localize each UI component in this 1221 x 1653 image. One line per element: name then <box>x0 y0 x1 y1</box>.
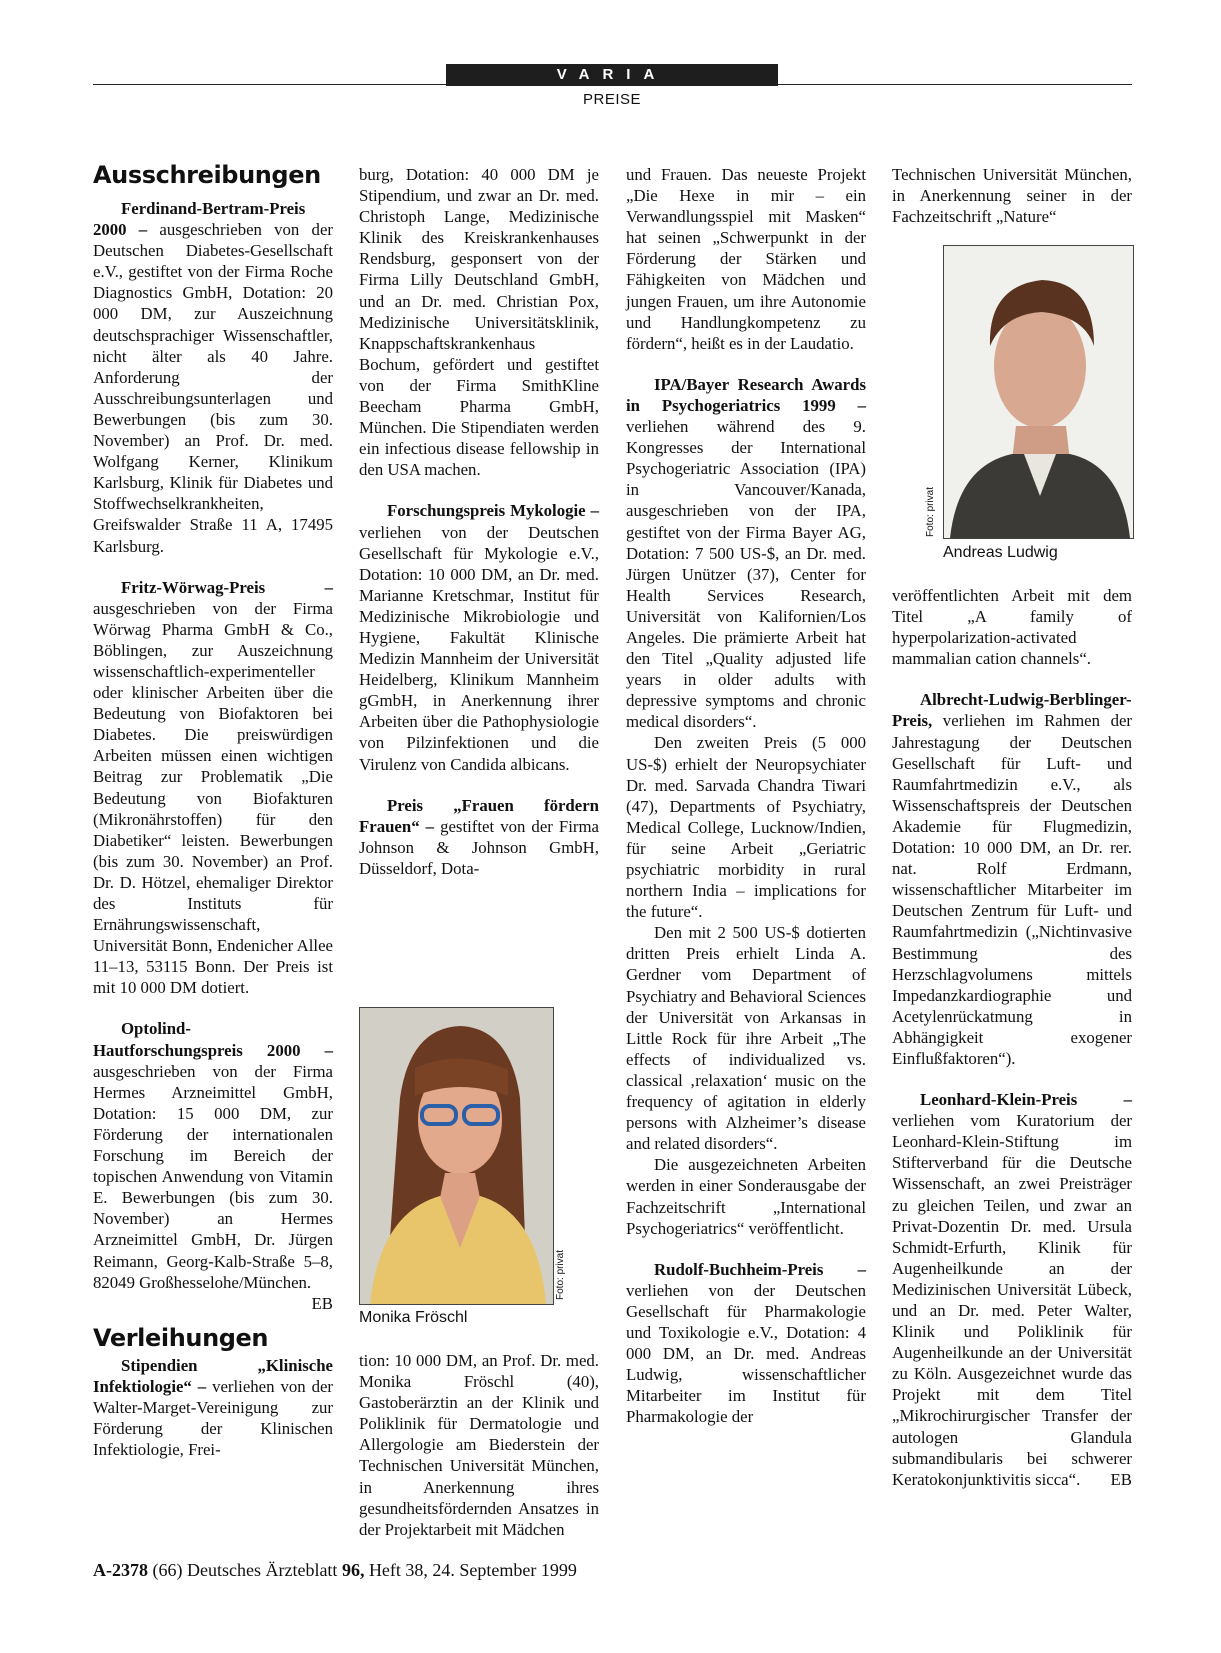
page-number: A-2378 <box>93 1560 148 1580</box>
paragraph-dritter-preis: Den mit 2 500 US-$ dotierten dritten Preis erhielt Linda A. Gerdner vom Department of Psychiatry and Behavioral Sciences der Universität von Arkansas in Little Rock für ihre Arbeit „The effects of individualized vs. classical ‚relaxation‘ music on the frequency of agitation in elderly persons with Alzheimer’s disease and related disorders“. <box>626 923 866 1154</box>
photo-credit: Foto: privat <box>555 1249 566 1300</box>
paragraph-ipa-bayer <box>626 374 866 733</box>
column-4-bottom <box>892 585 1132 1490</box>
paragraph-sonderausgabe: Die ausgezeichneten Arbeiten werden in einer Sonderausgabe der Fachzeitschrift „International Psychogeriatrics“ veröffentlicht. <box>626 1155 866 1238</box>
author-initials: EB <box>1110 1469 1132 1489</box>
prize-name: Optolind-Hautforschungspreis 2000 – <box>93 1019 333 1060</box>
issue-date: Heft 38, 24. September 1999 <box>364 1560 577 1580</box>
section-band: VARIA <box>446 64 778 86</box>
paragraph-mykologie <box>359 500 599 774</box>
paragraph-text: verliehen während des 9. Kongresses der International Psychogeriatric Association (IPA) in Vancouver/Kanada, ausgeschrieben von der IPA, gestiftet von der Firma Bayer AG, Dotation: 7 500 US-$, an Dr. med. Jürgen Unützer (37), Center for Health Services Research, Universität von Kalifornien/Los Angeles. Die prämierte Arbeit hat den Titel „Quality adjusted life years in older adults with depressive symptoms and chronic medical disorders“. <box>626 417 866 732</box>
paragraph-optolind <box>93 1018 333 1313</box>
prize-name: Forschungspreis Mykologie – <box>387 501 599 521</box>
paragraph-stipendien-cont: burg, Dotation: 40 000 DM je Stipendium, und zwar an Dr. med. Christoph Lange, Medizinische Klinik des Kreiskrankenhauses Rendsburg, gesponsert von der Firma Lilly Deutschland GmbH, und an Dr. med. Christian Pox, Medizinische Universitätsklinik, Knappschaftskrankenhaus Bochum, gefördert und gestiftet von der Firma SmithKline Beecham Pharma GmbH, München. Die Stipendiaten werden ein infectious disease fellowship in den USA machen. <box>359 165 599 480</box>
page-footer <box>93 1560 577 1581</box>
paragraph-froeschl: tion: 10 000 DM, an Prof. Dr. med. Monika Fröschl (40), Gastoberärztin an der Klinik und Poliklinik für Dermatologie und Allergologie am Biederstein der Technischen Universität München, in Anerkennung ihres gesundheitsfördernden Ansatzes in der Projektarbeit mit Mädchen <box>359 1351 599 1539</box>
prize-name: Leonhard-Klein-Preis – <box>920 1090 1132 1110</box>
journal-name: (66) Deutsches Ärzteblatt <box>152 1560 342 1580</box>
photo-credit: Foto: privat <box>925 486 936 537</box>
paragraph-text: ausgeschrieben von der Deutschen Diabetes-Gesellschaft e.V., gestiftet von der Firma Roche Diagnostics GmbH, Dotation: 20 000 DM, zur Auszeichnung deutschsprachiger Wissenschaftler, nicht älter als 40 Jahre. Anforderung der Ausschreibungsunterlagen und Bewerbungen (bis zum 30. November) an Prof. Dr. med. Wolfgang Kerner, Klinikum Karlsburg, Klinik für Diabetes und Stoffwechselkrankheiten, Greifswalder Straße 11 A, 17495 Karlsburg. <box>93 220 333 556</box>
photo-andreas-ludwig <box>943 245 1134 539</box>
paragraph-text: verliehen von der Deutschen Gesellschaft für Mykologie e.V., Dotation: 10 000 DM, an Dr. med. Marianne Kretschmar, Institut für Medizinische Mikrobiologie und Hygiene, Fakultät Klinische Medizin Mannheim der Universität Heidelberg, Klinikum Mannheim gGmbH, in Anerkennung ihrer Arbeiten über die Pathophysiologie von Pilzinfektionen und die Virulenz von Candida albicans. <box>359 522 599 774</box>
photo-caption: Andreas Ludwig <box>943 544 1058 561</box>
photo-monika-froeschl <box>359 1007 554 1305</box>
paragraph-zweiter-preis: Den zweiten Preis (5 000 US-$) erhielt der Neuropsychiater Dr. med. Sarvada Chandra Tiwari (47), Departments of Psychiatry, Medical College, Lucknow/Indien, für seine Arbeit „Geriatric psychiatric morbidity in rural northern India – implications for the future“. <box>626 733 866 922</box>
heading-verleihungen: Verleihungen <box>93 1323 269 1352</box>
paragraph-text: verliehen im Rahmen der Jahrestagung der Deutschen Gesellschaft für Luft- und Raumfahrtmedizin e.V., als Wissenschaftspreis der Deutschen Akademie für Flugmedizin, Dotation: 10 000 DM, an Dr. rer. nat. Rolf Erdmann, wissenschaftlicher Mitarbeiter im Deutschen Zentrum für Luft- und Raumfahrtmedizin („Nichtinvasive Bestimmung des Herzschlagvolumens mittels Impedanzkardiographie und Acetylenrückatmung in Abhängigkeit exogener Einflußfaktoren“). <box>892 711 1132 1068</box>
paragraph-frauen-cont: und Frauen. Das neueste Projekt „Die Hexe in mir – ein Verwandlungsspiel mit Masken“ hat seinen „Schwerpunkt in der Förderung der Stärken und Fähigkeiten von Mädchen und jungen Frauen, um ihre Autonomie und Handlungkompetenz zu fördern“, heißt es in der Laudatio. <box>626 165 866 353</box>
paragraph-leonhard-klein <box>892 1089 1132 1490</box>
prize-name: Preis „Frauen fördern Frauen“ – <box>359 795 599 836</box>
paragraph-text: verliehen von der Deutschen Gesellschaft für Pharmakologie und Toxikologie e.V., Dotation: 4 000 DM, an Dr. med. Andreas Ludwig, wissenschaftlicher Mitarbeiter im Institut für Pharmakologie der <box>626 1280 866 1427</box>
column-4 <box>892 164 1132 227</box>
paragraph-berblinger <box>892 689 1132 1069</box>
column-2-bottom <box>359 1350 599 1540</box>
paragraph-text: verliehen vom Kuratorium der Leonhard-Klein-Stiftung im Stifterverband für die Deutsche Wissenschaft, an zwei Preisträger zu gleichen Teilen, und zwar an Privat-Dozentin Dr. med. Ursula Schmidt-Erfurth, Klinik für Augenheilkunde an der Medizinischen Universität Lübeck, und an Dr. med. Peter Walter, Klinik und Poliklinik für Augenheilkunde an der Universität zu Köln. Ausgezeichnet wurde das Projekt mit dem Titel „Mikrochirurgischer Transfer der autologen Glandula submandibularis bei schwerer Keratokonjunktivitis sicca“. <box>892 1111 1132 1489</box>
paragraph-rudolf-buchheim <box>626 1259 866 1428</box>
paragraph-stipendien <box>93 1355 333 1460</box>
prize-name: Rudolf-Buchheim-Preis – <box>654 1259 866 1279</box>
paragraph-text: gestiftet von der Firma Johnson & Johnson GmbH, Düsseldorf, Dota- <box>359 816 599 878</box>
section-subtitle: PREISE <box>582 91 642 108</box>
column-3 <box>626 164 866 1427</box>
paragraph-text: ausgeschrieben von der Firma Hermes Arzneimittel GmbH, Dotation: 15 000 DM, zur Förderung der internationalen Forschung im Bereich der topischen Anwendung von Vitamin E. Bewerbungen (bis zum 30. November) an Hermes Arzneimittel GmbH, Dr. Jürgen Reimann, Georg-Kalb-Straße 5–8, 82049 Großhesselohe/München. <box>93 1061 333 1292</box>
paragraph-frauen-foerdern <box>359 795 599 879</box>
column-1 <box>93 160 333 1460</box>
prize-name: Ferdinand-Bertram-Preis 2000 – <box>93 199 306 240</box>
paragraph-ludwig-cont: Technischen Universität München, in Anerkennung seiner in der Fachzeitschrift „Nature“ <box>892 165 1132 227</box>
paragraph-text: verliehen von der Walter-Marget-Vereinigung zur Förderung der Klinischen Infektiologie, Frei- <box>93 1376 333 1460</box>
prize-name: Stipendien „Klinische Infektiologie“ – <box>93 1355 333 1396</box>
column-2 <box>359 164 599 879</box>
portrait-image <box>944 246 1133 538</box>
author-initials: EB <box>311 1293 333 1313</box>
prize-name: IPA/Bayer Research Awards in Psychogeriatrics 1999 – <box>626 374 866 415</box>
paragraph-text: ausgeschrieben von der Firma Wörwag Pharma GmbH & Co., Böblingen, zur Auszeichnung wissenschaftlich-experimenteller oder klinischer Arbeiten über die Bedeutung von Biofaktoren bei Diabetes. Die preiswürdigen Arbeiten müssen einen wichtigen Beitrag zur Problematik „Die Bedeutung von Biofakturen (Mikronährstoffen) für den Diabetiker“ leisten. Bewerbungen (bis zum 30. November) an Prof. Dr. D. Hötzel, ehemaliger Direktor des Instituts für Ernährungswissenschaft, Universität Bonn, Endenicher Allee 11–13, 53115 Bonn. Der Preis ist mit 10 000 DM dotiert. <box>93 598 333 998</box>
paragraph-fritz-woerwag <box>93 577 333 999</box>
heading-ausschreibungen: Ausschreibungen <box>93 161 321 189</box>
portrait-image <box>360 1008 553 1304</box>
photo-caption: Monika Fröschl <box>359 1309 468 1326</box>
prize-name: Fritz-Wörwag-Preis – <box>121 577 333 597</box>
prize-name: Albrecht-Ludwig-Berblinger-Preis, <box>892 690 1132 731</box>
paragraph-ferdinand-bertram <box>93 198 333 557</box>
paragraph-ludwig-title: veröffentlichten Arbeit mit dem Titel „A family of hyperpolarization-activated mammalian cation channels“. <box>892 586 1132 669</box>
volume: 96, <box>341 1560 365 1580</box>
